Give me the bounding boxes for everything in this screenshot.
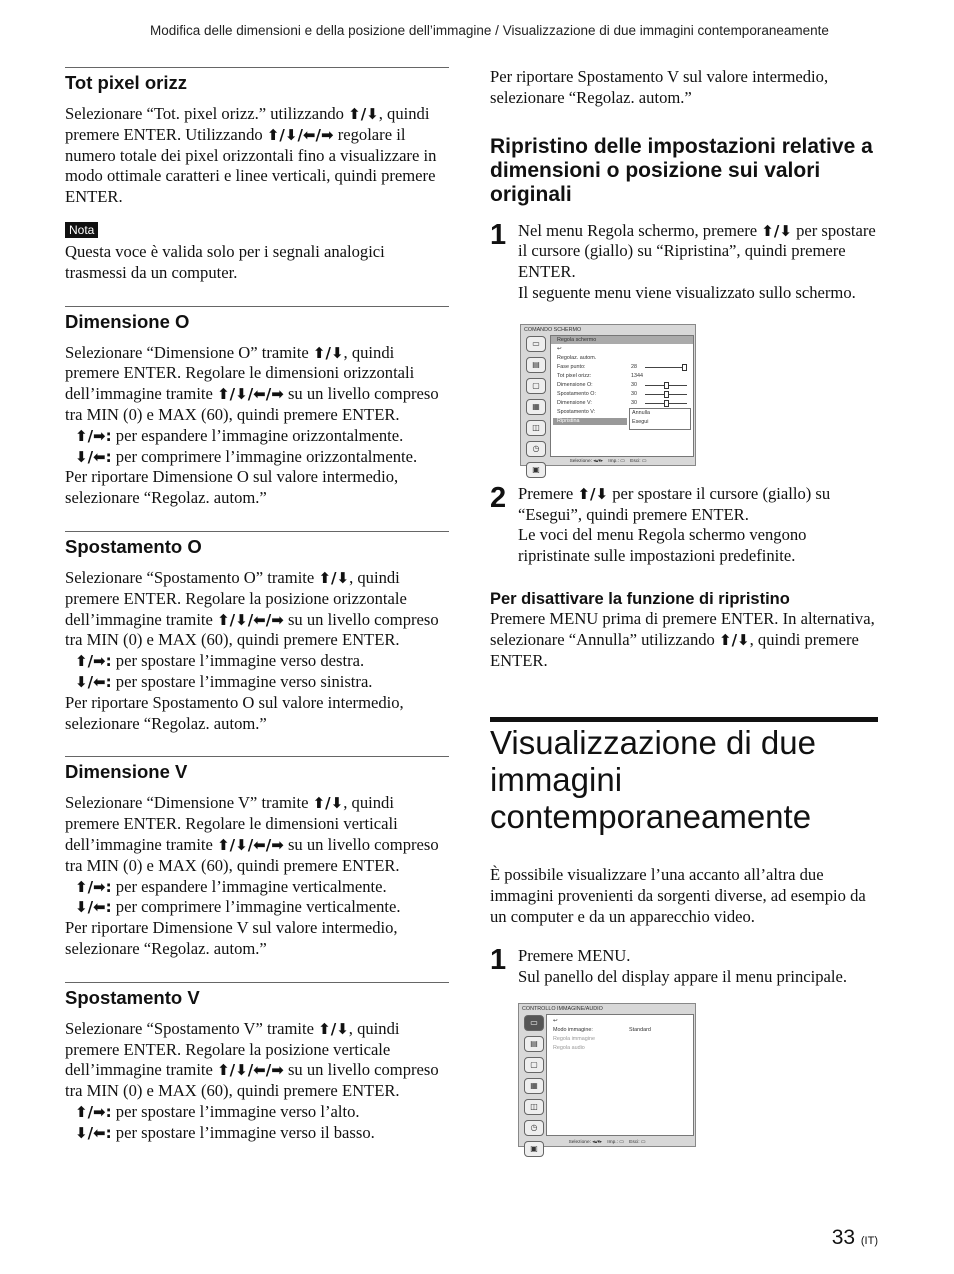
step-1-dual: 1 Premere MENU. Sul panello del display appare il menu principale. bbox=[490, 946, 878, 988]
step-1: 1 Nel menu Regola schermo, premere ⬆/⬇ per spostare il cursore (giallo) su “Ripristina”, quindi premere ENTER. Il seguente menu viene visualizzato sullo schermo. bbox=[490, 221, 878, 304]
divider bbox=[65, 982, 449, 983]
step-2: 2 Premere ⬆/⬇ per spostare il cursore (giallo) su “Esegui”, quindi premere ENTER. Le voci del menu Regola schermo vengono ripristinate sulle impostazioni predefinite. bbox=[490, 484, 878, 567]
paragraph: Selezionare “Tot. pixel orizz.” utilizzando ⬆/⬇, quindi premere ENTER. Utilizzando ⬆/⬇/⬅/➡ regolare il numero totale dei pixel orizzontali fino a visualizzare in modo ottimale caratteri e linee verticali, quindi premere ENTER. bbox=[65, 104, 437, 207]
up-right-arrows-icon: ⬆/➡: bbox=[75, 426, 112, 445]
paragraph: Premere MENU prima di premere ENTER. In alternativa, selezionare “Annulla” utilizzando ⬆/⬇, quindi premere ENTER. bbox=[490, 608, 875, 670]
divider bbox=[65, 756, 449, 757]
osd-row: Modo immagine: bbox=[553, 1027, 593, 1034]
pip-icon: ◫ bbox=[524, 1099, 544, 1115]
four-arrows-icon: ⬆/⬇/⬅/➡ bbox=[217, 385, 284, 404]
four-arrows-icon: ⬆/⬇/⬅/➡ bbox=[217, 1061, 284, 1080]
divider bbox=[65, 306, 449, 307]
section-heading-tot-pixel: Tot pixel orizz bbox=[65, 72, 187, 93]
key-line: ⬆/➡: per espandere l’immagine orizzontalmente. bbox=[75, 425, 404, 445]
paragraph: Selezionare “Dimensione V” tramite ⬆/⬇, quindi premere ENTER. Regolare le dimensioni verticali dell’immagine tramite ⬆/⬇/⬅/➡ su un livello compreso tra MIN (0) e MAX (60), quindi premere ENTER. bbox=[65, 793, 439, 875]
up-right-arrows-icon: ⬆/➡: bbox=[75, 877, 112, 896]
picture-icon: ▭ bbox=[524, 1015, 544, 1031]
up-down-arrows-icon: ⬆/⬇ bbox=[312, 794, 344, 813]
paragraph: Selezionare “Dimensione O” tramite ⬆/⬇, quindi premere ENTER. Regolare le dimensioni orizzontali dell’immagine tramite ⬆/⬇/⬅/➡ su un livello compreso tra MIN (0) e MAX (60), quindi premere ENTER. bbox=[65, 342, 439, 424]
back-icon: ↩ bbox=[557, 345, 562, 352]
step-number: 1 bbox=[490, 943, 507, 976]
osd-value: 1344 bbox=[631, 372, 643, 379]
divider bbox=[65, 67, 449, 68]
key-line: ⬇/⬅: per spostare l’immagine verso sinistra. bbox=[75, 671, 373, 691]
paragraph: Il seguente menu viene visualizzato sullo schermo. bbox=[518, 282, 856, 302]
osd-panel bbox=[550, 335, 694, 457]
osd-row: Regola immagine bbox=[553, 1036, 595, 1043]
osd-menu-regola-schermo bbox=[520, 324, 696, 474]
osd-value: 28 bbox=[631, 363, 637, 370]
paragraph: Selezionare “Spostamento V” tramite ⬆/⬇, quindi premere ENTER. Regolare la posizione verticale dell’immagine tramite ⬆/⬇/⬅/➡ su un livello compreso tra MIN (0) e MAX (60), quindi premere ENTER. bbox=[65, 1018, 439, 1101]
osd-row: Spostamento V: bbox=[557, 408, 596, 415]
key-line: ⬆/➡: per spostare l’immagine verso destra. bbox=[75, 651, 365, 671]
screen-icon: ▤ bbox=[524, 1036, 544, 1052]
osd-value: 30 bbox=[631, 390, 637, 397]
osd-row: Tot pixel orizz: bbox=[557, 372, 592, 379]
paragraph: Per riportare Spostamento O sul valore intermedio, selezionare “Regolaz. autom.” bbox=[65, 692, 404, 733]
osd-row: Spostamento O: bbox=[557, 390, 596, 397]
key-line: ⬇/⬅: per comprimere l’immagine orizzontalmente. bbox=[75, 446, 418, 466]
up-down-arrows-icon: ⬆/⬇ bbox=[318, 568, 350, 587]
key-line: ⬆/➡: per espandere l’immagine verticalmente. bbox=[75, 876, 387, 896]
section-heading-spostamento-o: Spostamento O bbox=[65, 535, 202, 557]
setup-icon: ▣ bbox=[526, 462, 546, 478]
key-line: ⬆/➡: per spostare l’immagine verso l’alto. bbox=[75, 1101, 360, 1121]
four-arrows-icon: ⬆/⬇/⬅/➡ bbox=[217, 835, 284, 854]
paragraph: Sul panello del display appare il menu principale. bbox=[518, 966, 848, 986]
four-arrows-icon: ⬆/⬇/⬅/➡ bbox=[217, 610, 284, 629]
step-number: 2 bbox=[490, 481, 507, 514]
section-heading-dimensione-v: Dimensione V bbox=[65, 761, 188, 783]
paragraph: Per riportare Dimensione V sul valore intermedio, selezionare “Regolaz. autom.” bbox=[65, 918, 398, 958]
step-number: 1 bbox=[490, 218, 507, 251]
paragraph: Per riportare Dimensione O sul valore intermedio, selezionare “Regolaz. autom.” bbox=[65, 467, 399, 508]
settings-icon: ▦ bbox=[526, 399, 546, 415]
subheading-disattivare: Per disattivare la funzione di ripristino bbox=[490, 589, 790, 608]
divider bbox=[65, 531, 449, 532]
left-column bbox=[65, 67, 449, 1143]
picture-icon: ▭ bbox=[526, 336, 546, 352]
up-right-arrows-icon: ⬆/➡: bbox=[75, 1102, 112, 1121]
up-right-arrows-icon: ⬆/➡: bbox=[75, 652, 112, 671]
clock-icon: ◷ bbox=[526, 441, 546, 457]
osd-panel bbox=[546, 1014, 694, 1136]
paragraph: Selezionare “Spostamento O” tramite ⬆/⬇, quindi premere ENTER. Regolare la posizione orizzontale dell’immagine tramite ⬆/⬇/⬅/➡ su un livello compreso tra MIN (0) e MAX (60), quindi premere ENTER. bbox=[65, 567, 439, 650]
paragraph: È possibile visualizzare l’una accanto all’altra due immagini provenienti da sorgenti diverse, ad esempio da un computer e da un apparecchio video. bbox=[490, 865, 866, 926]
paragraph: Per riportare Spostamento V sul valore intermedio, selezionare “Regolaz. autom.” bbox=[490, 67, 829, 107]
osd-menu-principale bbox=[518, 1003, 696, 1154]
section-heading-ripristino: Ripristino delle impostazioni relative a dimensioni o posizione sui valori originali bbox=[490, 134, 873, 206]
up-down-arrows-icon: ⬆/⬇ bbox=[348, 105, 379, 123]
osd-popup bbox=[629, 408, 691, 430]
up-down-arrows-icon: ⬆/⬇ bbox=[577, 484, 609, 503]
osd-row: Dimensione O: bbox=[557, 381, 593, 388]
screen-icon: ▤ bbox=[526, 357, 546, 373]
osd-panel-title: Regola schermo bbox=[557, 336, 597, 343]
down-left-arrows-icon: ⬇/⬅: bbox=[75, 898, 112, 917]
osd-row: Dimensione V: bbox=[557, 399, 592, 406]
paragraph: Le voci del menu Regola schermo vengono ripristinate sulle impostazioni predefinite. bbox=[518, 525, 807, 566]
pip-icon: ◫ bbox=[526, 420, 546, 436]
osd-title: CONTROLLO IMMAGINE/AUDIO bbox=[522, 1006, 603, 1013]
up-down-arrows-icon: ⬆/⬇ bbox=[318, 1019, 349, 1038]
page-number: 33 (IT) bbox=[831, 1226, 878, 1249]
osd-row: Regolaz. autom. bbox=[557, 354, 597, 361]
setup-icon: ▣ bbox=[524, 1141, 544, 1157]
osd-footer: Selezione: ◂▴▾▸ Imp.: ▭ Esci: ▭ bbox=[568, 1140, 646, 1146]
osd-popup-option: Annulla bbox=[632, 409, 650, 416]
osd-row: Regola audio bbox=[553, 1045, 585, 1052]
monitor-icon: ▢ bbox=[524, 1057, 544, 1073]
note-badge: Nota bbox=[65, 222, 98, 238]
osd-row: Fase punto: bbox=[557, 363, 586, 370]
note-text: Questa voce è valida solo per i segnali analogici trasmessi da un computer. bbox=[65, 241, 385, 282]
down-left-arrows-icon: ⬇/⬅: bbox=[75, 672, 112, 691]
four-arrows-icon: ⬆/⬇/⬅/➡ bbox=[266, 125, 334, 144]
up-down-arrows-icon: ⬆/⬇ bbox=[761, 221, 792, 240]
osd-value: 30 bbox=[631, 381, 637, 388]
title-rule bbox=[490, 717, 878, 722]
settings-icon: ▦ bbox=[524, 1078, 544, 1094]
osd-value: 30 bbox=[631, 399, 637, 406]
section-heading-dimensione-o: Dimensione O bbox=[65, 310, 190, 332]
osd-footer: Selezione: ◂▴▾▸ Imp.: ▭ Esci: ▭ bbox=[569, 458, 647, 464]
section-heading-spostamento-v: Spostamento V bbox=[65, 986, 200, 1008]
osd-row-selected: Ripristina bbox=[557, 417, 580, 424]
page-title: Visualizzazione di due immagini contemporaneamente bbox=[490, 724, 816, 836]
osd-popup-option: Esegui bbox=[632, 418, 649, 425]
running-header: Modifica delle dimensioni e della posizione dell’immagine / Visualizzazione di due immagini contemporaneamente bbox=[150, 23, 829, 38]
up-down-arrows-icon: ⬆/⬇ bbox=[719, 630, 750, 649]
key-line: ⬇/⬅: per spostare l’immagine verso il basso. bbox=[75, 1122, 375, 1142]
key-line: ⬇/⬅: per comprimere l’immagine verticalmente. bbox=[75, 897, 401, 917]
back-icon: ↩ bbox=[553, 1018, 558, 1025]
up-down-arrows-icon: ⬆/⬇ bbox=[312, 343, 344, 362]
clock-icon: ◷ bbox=[524, 1120, 544, 1136]
osd-value: Standard bbox=[629, 1027, 651, 1034]
monitor-icon: ▢ bbox=[526, 378, 546, 394]
osd-title: COMANDO SCHERMO bbox=[524, 326, 582, 333]
down-left-arrows-icon: ⬇/⬅: bbox=[75, 1123, 112, 1142]
right-column bbox=[490, 67, 878, 1154]
down-left-arrows-icon: ⬇/⬅: bbox=[75, 447, 112, 466]
